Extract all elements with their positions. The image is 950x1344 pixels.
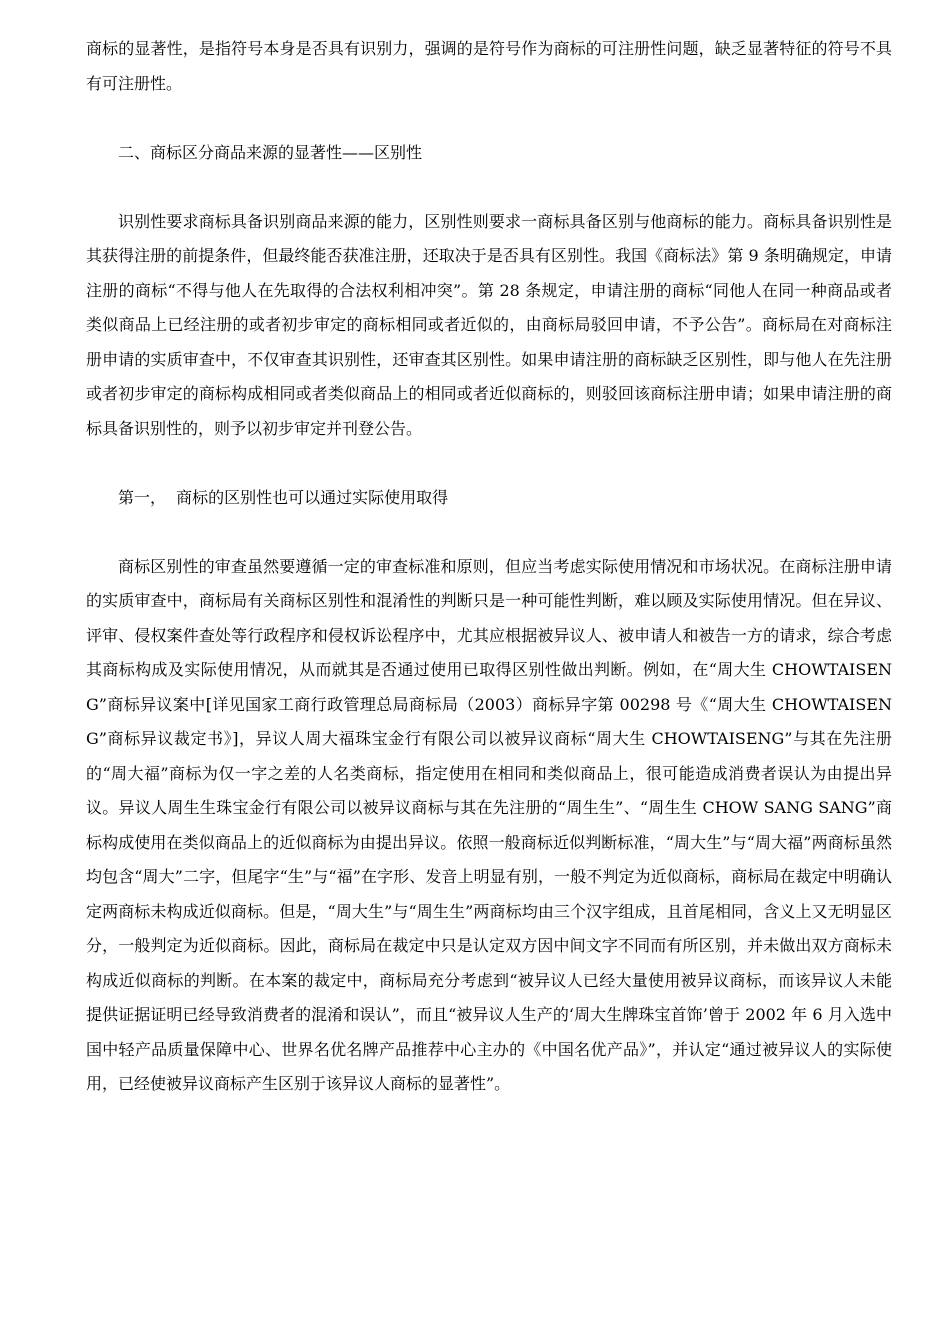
subsection-heading-actual-use: 第一， 商标的区别性也可以通过实际使用取得 (118, 487, 449, 507)
paragraph-chowtaiseng-case: 商标区别性的审查虽然要遵循一定的审查标准和原则，但应当考虑实际使用情况和市场状况。在商标注册申请的实质审查中，商标局有关商标区别性和混淆性的判断只是一种可能性判断，难以顾及实际使用情况。但在异议、评审、侵权案件查处等行政程序和侵权诉讼程序中，尤其应根据被异议人、被申请人和被告一方的请求，综合考虑其商标构成及实际使用情况，从而就其是否通过使用已取得区别性做出判断。例如，在“周大生 CHOWTAISENG”商标异议案中[详见国家工商行政管理总局商标局（2003）商标异字第 00298 号《“周大生 CHOWTAISENG”商标异议裁定书》]，异议人周大福珠宝金行有限公司以被异议商标“周大生 CHOWTAISENG”与其在先注册的“周大福”商标为仅一字之差的人名类商标，指定使用在相同和类似商品上，很可能造成消费者误认为由提出异议。异议人周生生珠宝金行有限公司以被异议商标与其在先注册的“周生生”、“周生生 CHOW SANG SANG”商标构成使用在类似商品上的近似商标为由提出异议。依照一般商标近似判断标准，“周大生”与“周大福”两商标虽然均包含“周大”二字，但尾字“生”与“福”在字形、发音上明显有别，一般不判定为近似商标，商标局在裁定中明确认定两商标未构成近似商标。但是，“周大生”与“周生生”两商标均由三个汉字组成，且首尾相同，含义上又无明显区分，一般判定为近似商标。因此，商标局在裁定中只是认定双方因中间文字不同而有所区别，并未做出双方商标未构成近似商标的判断。在本案的裁定中，商标局充分考虑到“被异议人已经大量使用被异议商标，而该异议人未能提供证据证明已经导致消费者的混淆和误认”，而且“被异议人生产的‘周大生牌珠宝首饰’曾于 2002 年 6 月入选中国中轻产品质量保障中心、世界名优名牌产品推荐中心主办的《中国名优产品》”，并认定“通过被异议人的实际使用，已经使被异议商标产生区别于该异议人商标的显著性”。 (86, 556, 892, 1093)
section-heading-distinguishability: 二、商标区分商品来源的显著性——区别性 (118, 142, 423, 162)
paragraph-distinguishability-law: 识别性要求商标具备识别商品来源的能力，区别性则要求一商标具备区别与他商标的能力。商标具备识别性是其获得注册的前提条件，但最终能否获准注册，还取决于是否具有区别性。我国《商标法》第 9 条明确规定，申请注册的商标“不得与他人在先取得的合法权利相冲突”。第 28 条规定，申请注册的商标“同他人在同一种商品或者类似商品上已经注册的或者初步审定的商标相同或者近似的，由商标局驳回申请，不予公告”。商标局在对商标注册申请的实质审查中，不仅审查其识别性，还审查其区别性。如果申请注册的商标缺乏区别性，即与他人在先注册或者初步审定的商标构成相同或者类似商品上的相同或者近似商标的，则驳回该商标注册申请；如果申请注册的商标具备识别性的，则予以初步审定并刊登公告。 (86, 211, 892, 438)
paragraph-distinctiveness-definition: 商标的显著性，是指符号本身是否具有识别力，强调的是符号作为商标的可注册性问题，缺乏显著特征的符号不具有可注册性。 (86, 39, 892, 93)
document-page (86, 32, 892, 1102)
